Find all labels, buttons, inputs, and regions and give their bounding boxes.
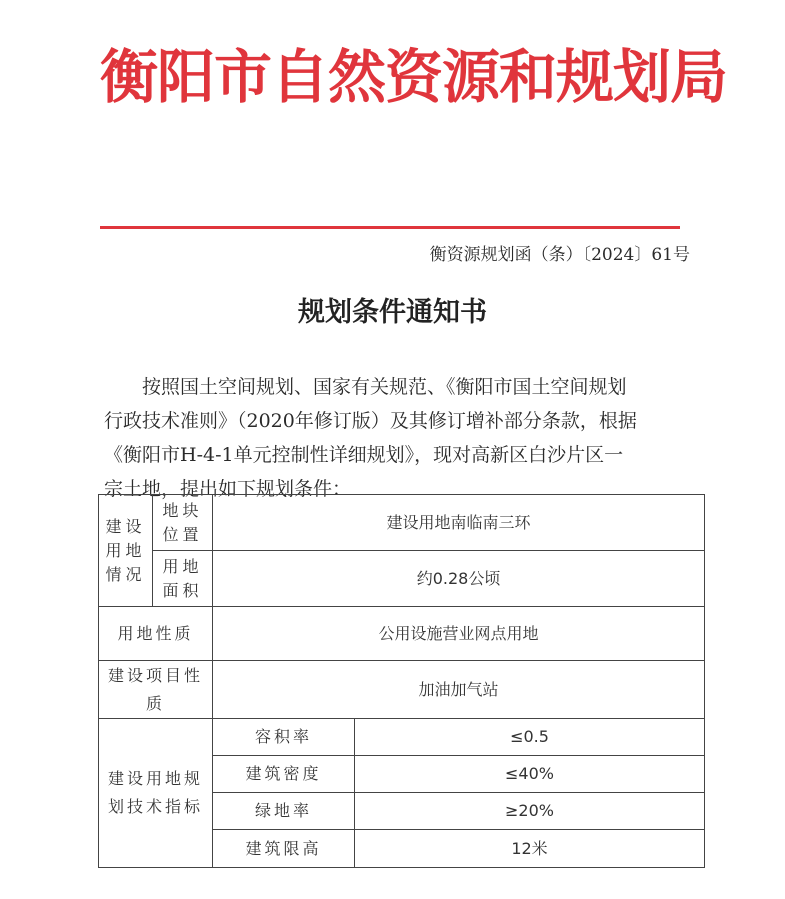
indicator-label: 容积率 [213, 719, 355, 756]
indicator-label: 绿地率 [213, 793, 355, 830]
location-label: 地块位置 [153, 495, 213, 551]
indicator-label: 建筑密度 [213, 756, 355, 793]
indicator-value: 12米 [355, 830, 705, 868]
land-use-label: 用地性质 [99, 607, 213, 661]
location-value: 建设用地南临南三环 [213, 495, 705, 551]
intro-line: 《衡阳市H-4-1单元控制性详细规划》，现对高新区白沙片区一 [104, 444, 624, 466]
issuer-letterhead: 衡阳市自然资源和规划局 [100, 43, 728, 111]
area-label: 用地面积 [153, 551, 213, 607]
tech-group-label: 建设用地规划技术指标 [99, 719, 213, 868]
intro-paragraph [104, 370, 694, 506]
table-row [99, 607, 705, 661]
indicator-value: ≤40% [355, 756, 705, 793]
planning-conditions-table [98, 494, 705, 868]
site-group-label: 建设用地情况 [99, 495, 153, 607]
table-row [99, 661, 705, 719]
notice-title: 规划条件通知书 [298, 297, 487, 328]
table-row [99, 719, 705, 756]
letterhead-divider [100, 226, 680, 229]
document-number: 衡资源规划函（条）〔2024〕61号 [429, 245, 690, 265]
indicator-value: ≤0.5 [355, 719, 705, 756]
project-label: 建设项目性 质 [99, 661, 213, 719]
table-row [99, 495, 705, 551]
intro-line: 宗土地，提出如下规划条件： [104, 478, 352, 500]
intro-line: 按照国土空间规划、国家有关规范、《衡阳市国土空间规划 [142, 376, 627, 398]
table-row [99, 551, 705, 607]
intro-line: 行政技术准则》（2020年修订版）及其修订增补部分条款，根据 [104, 410, 637, 432]
project-value: 加油加气站 [213, 661, 705, 719]
land-use-value: 公用设施营业网点用地 [213, 607, 705, 661]
area-value: 约0.28公顷 [213, 551, 705, 607]
indicator-label: 建筑限高 [213, 830, 355, 868]
indicator-value: ≥20% [355, 793, 705, 830]
